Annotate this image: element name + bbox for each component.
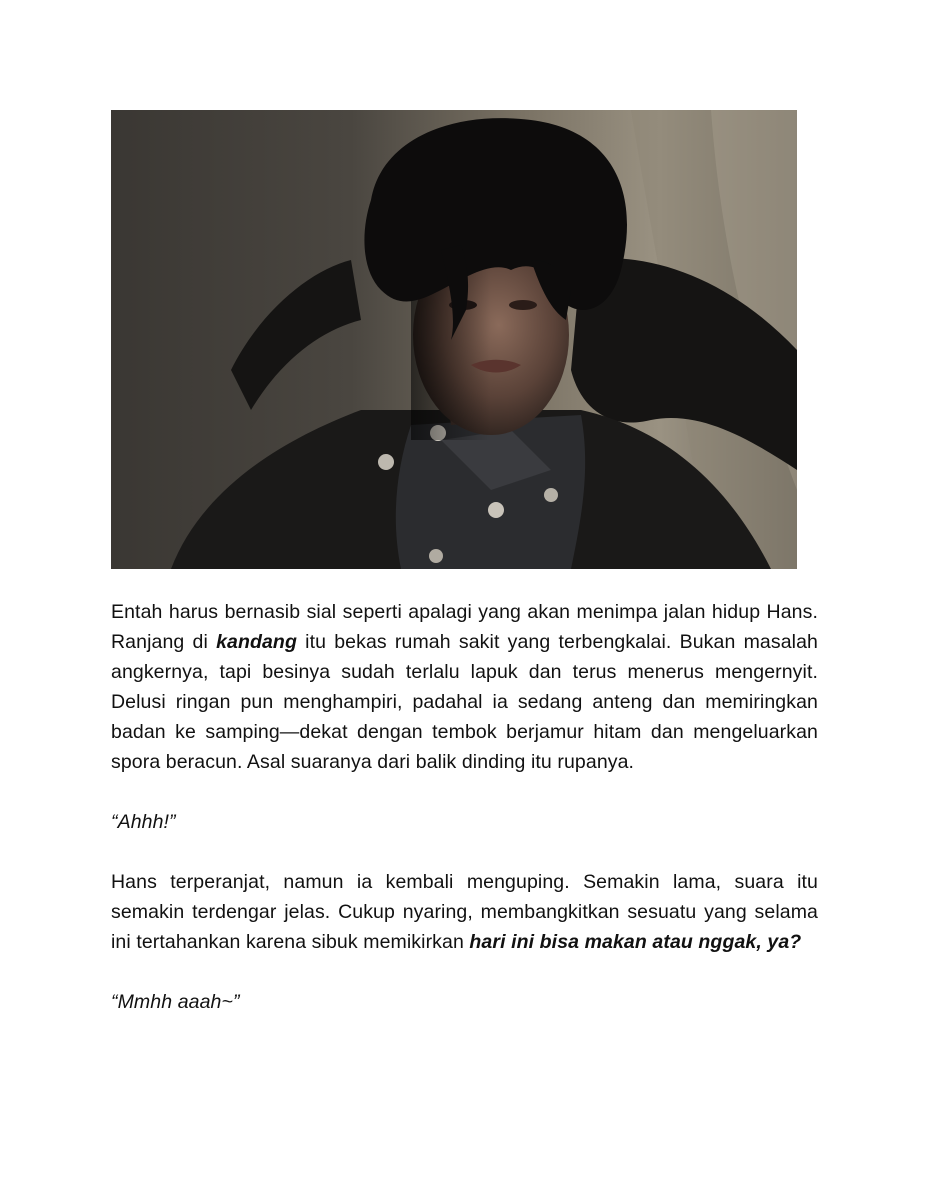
paragraph-1-emphasis: kandang — [216, 631, 297, 653]
paragraph-2-emphasis: hari ini bisa makan atau nggak, ya? — [469, 931, 802, 953]
paragraph-2 — [111, 867, 818, 957]
story-text — [111, 597, 818, 1047]
portrait-photo — [111, 110, 797, 569]
paragraph-1-text-before: Entah harus bernasib sial seperti apalagi yang akan menimpa jalan hidup Hans. Ranjang di — [111, 601, 818, 653]
dialogue-2: “Mmhh aaah~” — [111, 991, 240, 1013]
paragraph-1-text-after: itu bekas rumah sakit yang terbengkalai. Bukan masalah angkernya, tapi besinya sudah terlalu lapuk dan terus menerus mengernyit. Delusi ringan pun menghampiri, padahal ia sedang anteng dan memiringkan badan ke samping—dekat dengan tembok berjamur hitam dan mengeluarkan spora beracun. Asal suaranya dari balik dinding itu rupanya. — [111, 631, 818, 773]
paragraph-2-text-before: Hans terperanjat, namun ia kembali menguping. Semakin lama, suara itu semakin terdengar jelas. Cukup nyaring, membangkitkan sesuatu yang selama ini tertahankan karena sibuk memikirkan — [111, 871, 818, 953]
paragraph-1 — [111, 597, 818, 777]
photo-illustration — [111, 110, 797, 569]
dialogue-1: “Ahhh!” — [111, 811, 176, 833]
